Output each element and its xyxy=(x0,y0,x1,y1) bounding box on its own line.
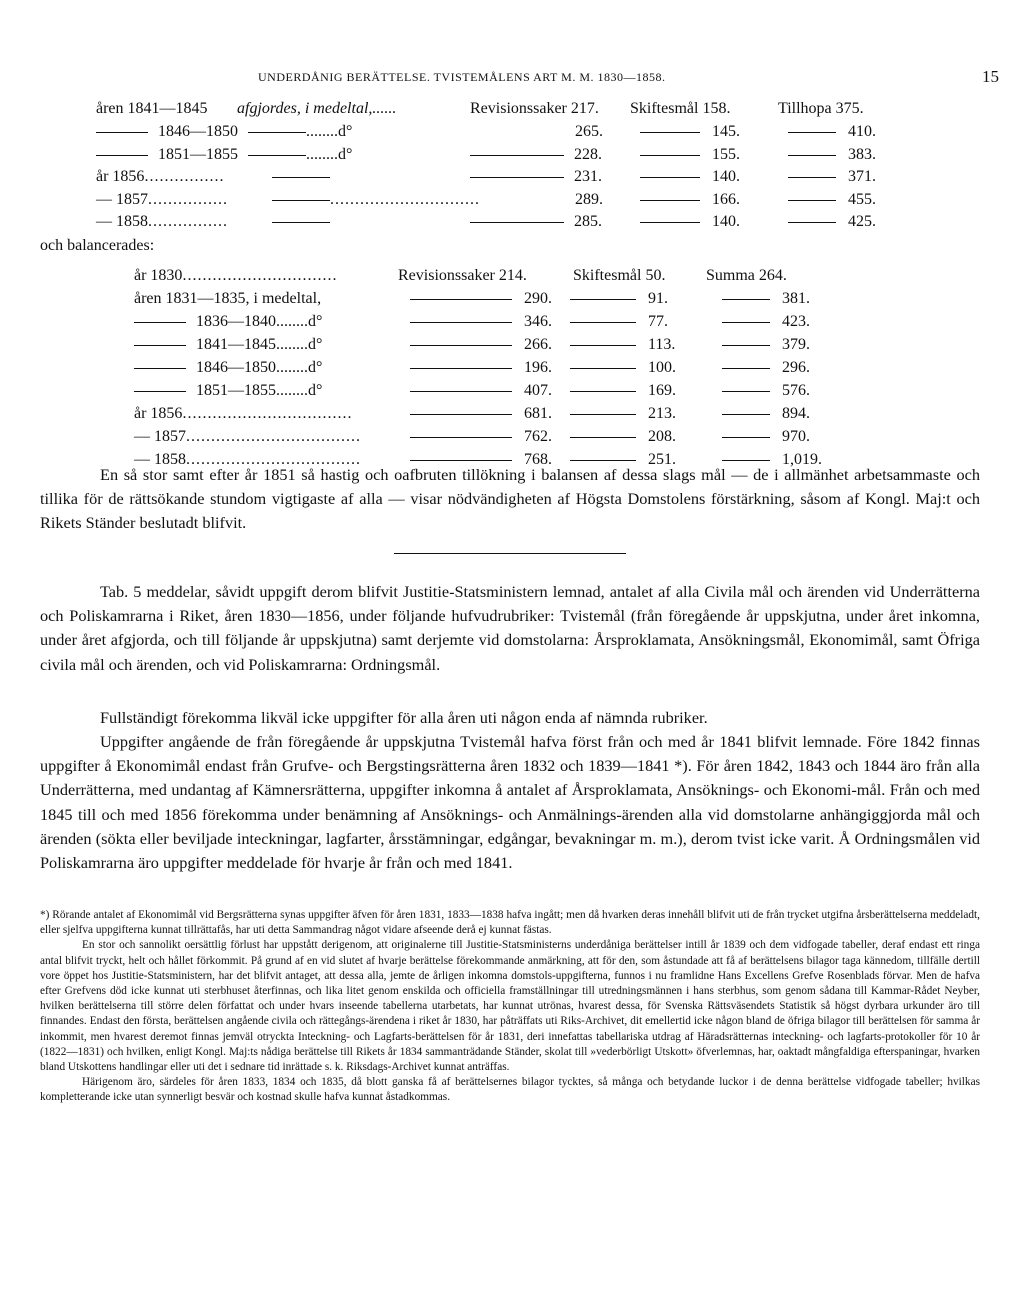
row-skifte: 166. xyxy=(712,191,740,208)
running-title: UNDERDÅNIG BERÄTTELSE. TVISTEMÅLENS ART M. M. 1830—1858. xyxy=(258,70,666,84)
row-revision: 266. xyxy=(524,336,552,353)
row-total: 371. xyxy=(848,168,876,185)
table-row: — 1857................ .............................. 289. 166. 455. xyxy=(0,189,1024,211)
page-number: 15 xyxy=(982,67,999,86)
row-revision: 762. xyxy=(524,428,552,445)
table-row: — 1857................................... 762. 208. 970. xyxy=(134,428,810,445)
row-revision: 228. xyxy=(574,146,602,163)
row-note: ........d° xyxy=(276,382,323,399)
row-sum: 296. xyxy=(782,359,810,376)
row-skifte: 140. xyxy=(712,213,740,230)
row-sum: 1,019. xyxy=(782,451,822,468)
row-revision: Revisionssaker 217. xyxy=(470,100,599,117)
row-skifte: 91. xyxy=(648,290,668,307)
table-row xyxy=(0,311,1024,333)
row-skifte: 213. xyxy=(648,405,676,422)
paragraph-data-availability: Uppgifter angående de från föregående år uppskjutna Tvistemål hafva först från och med år 1841 blifvit lemnade. Före 1842 finnas uppgifter å Ekonomimål endast från Grufve- och Bergstingsrätterna åren 1832 och 1839—1841 *). För åren 1842, 1843 och 1844 äro från alla Underrätterna, med undantag af Kämnersrätterna, uppgifter inkomna å antalet af Årsproklamata, Ansöknings- och Ekonomi-mål. Från och med 1845 till och med 1856 förekomma under benämning af Ansöknings- och Anmälnings-ärenden alla vid domstolarne anhängiggjorda mål och ärenden (sökta eller beviljade inteckningar, lagfarter, årsstämningar, edgångar, bevakningar m. m.), derom tvist icke varit. Å Ordningsmålen vid Poliskamrarna äro uppgifter meddelade för hvarje år från och med 1841. xyxy=(40,732,980,873)
row-total: Tillhopa 375. xyxy=(778,100,864,117)
paragraph-balance-conclusion: En så stor samt efter år 1851 så hastig och oafbruten tillökning i balansen af dessa slags mål — de i allmänhet arbetsammaste och tillika för de rättsökande stundom vigtigaste af alla — visar nödvändigheten af Högsta Domstolens förstärkning, såsom af Kongl. Maj:t och Rikets Ständer beslutadt blifvit. xyxy=(40,465,980,533)
row-skifte: 140. xyxy=(712,168,740,185)
row-period: 1851—1855 xyxy=(196,382,276,399)
row-sum: Summa 264. xyxy=(706,267,787,284)
row-revision: 196. xyxy=(524,359,552,376)
row-period: åren 1841—1845 xyxy=(96,100,208,117)
paragraph-incomplete-data: Fullständigt förekomma likväl icke uppgifter för alla åren uti någon enda af nämnda rubriker. xyxy=(100,708,708,727)
table-row xyxy=(0,121,1024,143)
row-skifte: 100. xyxy=(648,359,676,376)
table-row: år 1856................ 231. 140. 371. xyxy=(96,168,876,185)
footnote-paragraph: Härigenom äro, särdeles för åren 1833, 1834 och 1835, då blott ganska få af berättelsernes bilagor tycktes, så många och betydande luckor i de denna berättelse vidfogade tabeller; hvilkas kompletterande icke utan synnerligt besvär och kostnad skulle hafva kunnat åstadkommas. xyxy=(40,1076,980,1104)
paragraph-tab5-description: Tab. 5 meddelar, såvidt uppgift derom blifvit Justitie-Statsministern lemnad, antalet af alla Civila mål och ärenden vid Underrätterna och Poliskamrarna i Riket, åren 1830—1856, under följande hufvudrubriker: Tvistemål (från föregående år uppskjutna, under året inkomna, under året afgjorda, och till följande år uppskjutna) samt derjemte vid domstolarna: Årsproklamata, Ansökningsmål, Ekonomimål, samt Öfriga civila mål och ärenden, och vid Poliskamrarna: Ordningsmål. xyxy=(40,582,980,674)
row-period: år 1856 xyxy=(96,168,145,185)
row-note: afgjordes, i medeltal,...... xyxy=(237,100,397,117)
row-total: 410. xyxy=(848,123,876,140)
footnote-paragraph: En stor och sannolikt oersättlig förlust har uppstått derigenom, att originalerne till Justitie-Statsministerns underdåniga berättelser intill år 1839 och dem vidfogade tabeller, deraf endast ett ringa antal blifvit tryckt, helt och hållet förkommit. På grund af en vid slutet af hvarje berättelse förekommande anmärkning, att för den, som åstundade att få af berättelsens bilagor taga kännedom, tillfälle dertill vore öppet hos Justitie-Statsministern, har det blifvit antaget, att dessa alla, jemte de årligen inkomna domstols-uppgifterna, funnos i nu framlidne Hans Excellens Grefve Rosenblads förvar. Men de hafva efter Grefvens död icke kunnat uti sterbhuset återfinnas, och lika litet genom enskilda och officiella framställningar till utredningsmännen i hans sterbhus, som genom sådana till Kammar-Rådet Neyber, hvilken berättelserna till större delen författat och under hvars inseende tabellerna utarbetats, har kunnat utrönas, hvarest dessa, för Svenska Rättsväsendets Statistik så högst dyrbara urkunder äro till finnandes. Endast den första, berättelsen angående civila och rättegångs-ärendena i riket år 1830, har påträffats uti Riks-Archivet, dit emellertid icke någon bland de öfriga bilagor till berättelsen för samma år inkommit, men hvarest deremot finnas jemväl otryckta Inteckning- och Lagfarts-berättelsen för år 1831, deri innefattas tabellariska utdrag af Häradsrätternas inteckning- och lagfarts-protokoller för 10 år (1822—1831) och hvilken, enligt Kongl. Maj:ts nådiga berättelse till Rikets år 1834 sammanträdande Ständer, skolat till »vederbörligt Utskott» öfverlemnas, har, oaktadt mångfaldiga efterspaningar, hvarken bland Utskottens handlingar eller uti det i sednare tid inrättade s. k. Riksdags-Archivet kunnat anträffas. xyxy=(40,939,980,1074)
row-skifte: 113. xyxy=(648,336,676,353)
row-period: år 1830 xyxy=(134,267,183,284)
row-skifte: 145. xyxy=(712,123,740,140)
table-row xyxy=(0,357,1024,379)
table-row xyxy=(0,334,1024,356)
row-revision: 407. xyxy=(524,382,552,399)
table-row: år 1830............................... Revisionssaker 214. Skiftesmål 50. Summa 264. xyxy=(0,265,1024,287)
row-skifte: Skiftesmål 50. xyxy=(573,267,666,284)
row-sum: 381. xyxy=(782,290,810,307)
section-divider xyxy=(394,553,626,554)
table-row xyxy=(0,288,1024,310)
row-sum: 423. xyxy=(782,313,810,330)
row-sum: 576. xyxy=(782,382,810,399)
table-row xyxy=(0,144,1024,166)
row-note: ........d° xyxy=(276,336,323,353)
row-skifte: 155. xyxy=(712,146,740,163)
row-period: år 1856 xyxy=(134,405,183,422)
row-revision: 681. xyxy=(524,405,552,422)
row-period: 1846—1850 xyxy=(196,359,276,376)
row-total: 455. xyxy=(848,191,876,208)
row-sum: 379. xyxy=(782,336,810,353)
row-sum: 894. xyxy=(782,405,810,422)
row-revision: 265. xyxy=(575,123,603,140)
row-period: — 1857 xyxy=(134,428,186,445)
row-period: — 1858 xyxy=(134,451,186,468)
row-period: — 1858 xyxy=(96,213,148,230)
row-skifte: 208. xyxy=(648,428,676,445)
row-skifte: Skiftesmål 158. xyxy=(630,100,731,117)
table-row: år 1856.................................. 681. 213. 894. xyxy=(134,405,810,422)
balance-label: och balancerades: xyxy=(40,237,155,254)
row-total: 383. xyxy=(848,146,876,163)
row-sum: 970. xyxy=(782,428,810,445)
table-row xyxy=(0,98,1024,120)
row-period: åren 1831—1835, i medeltal, xyxy=(134,290,322,307)
row-note: ........d° xyxy=(306,123,353,140)
row-period: — 1857 xyxy=(96,191,148,208)
row-skifte: 77. xyxy=(648,313,668,330)
row-revision: 231. xyxy=(574,168,602,185)
row-period: 1851—1855 xyxy=(158,146,238,163)
row-skifte: 169. xyxy=(648,382,676,399)
row-revision: Revisionssaker 214. xyxy=(398,267,527,284)
row-period: 1836—1840 xyxy=(196,313,276,330)
row-period: 1846—1850 xyxy=(158,123,238,140)
row-revision: 346. xyxy=(524,313,552,330)
footnote xyxy=(40,908,980,1106)
row-period: 1841—1845 xyxy=(196,336,276,353)
row-revision: 768. xyxy=(524,451,552,468)
table-row: — 1858................................... 768. 251. 1,019. xyxy=(134,451,822,468)
row-total: 425. xyxy=(848,213,876,230)
row-note: ........d° xyxy=(306,146,353,163)
row-revision: 289. xyxy=(575,191,603,208)
table-row: — 1858................ 285. 140. 425. xyxy=(96,213,876,230)
row-revision: 290. xyxy=(524,290,552,307)
row-revision: 285. xyxy=(574,213,602,230)
page-header xyxy=(0,67,1024,90)
footnote-paragraph: *) Rörande antalet af Ekonomimål vid Bergsrätterna synas uppgifter äfven för åren 1831, 1833—1838 hafva ingått; men då hvarken deras innehåll blifvit uti de från trycket utgifna årsberättelserna meddeladt, eller sjelfva uppgifterna kunnat tillrättafås, har uti detta Sammandrag något vidare afseende derå ej kunnat fästas. xyxy=(40,909,980,937)
table-row xyxy=(0,380,1024,402)
row-skifte: 251. xyxy=(648,451,676,468)
row-note: ........d° xyxy=(276,359,323,376)
row-note: ........d° xyxy=(276,313,323,330)
